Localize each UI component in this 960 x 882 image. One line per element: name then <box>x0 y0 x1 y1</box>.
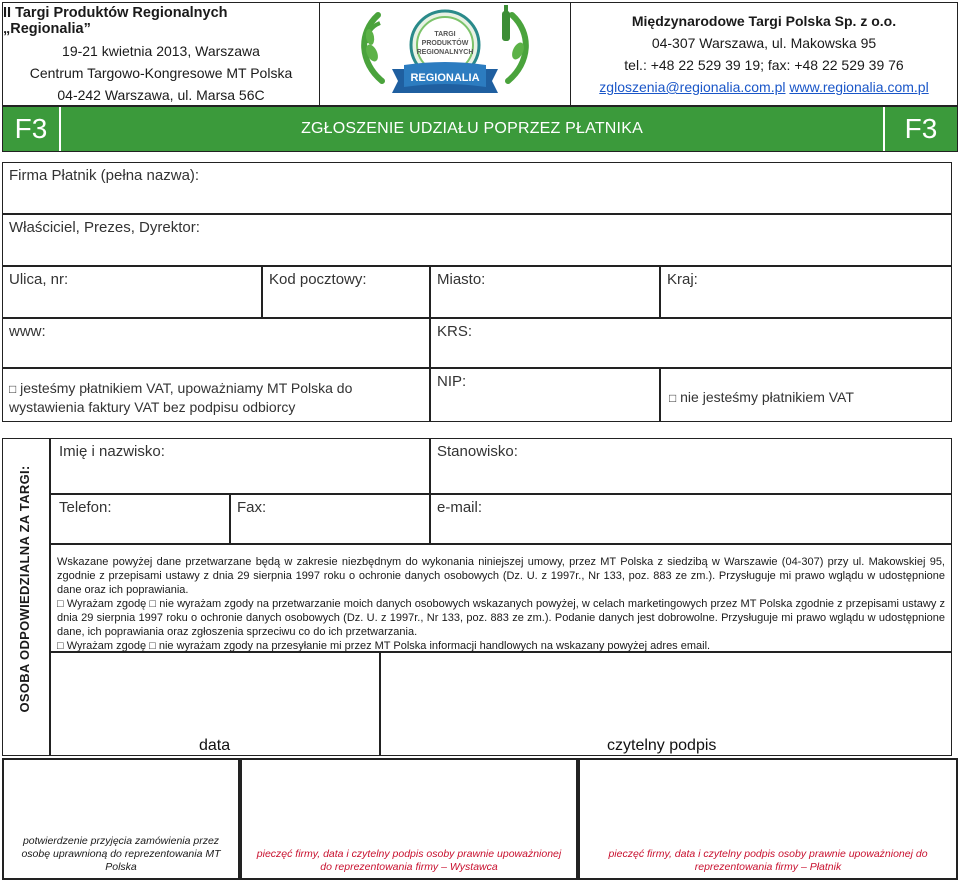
city-field[interactable] <box>430 266 660 318</box>
contact-section-label: OSOBA ODPOWIEDZIALNA ZA TARGI: <box>17 465 32 713</box>
country-label: Kraj: <box>667 271 698 288</box>
commercial-info-consent[interactable]: □ Wyrażam zgodę □ nie wyrażam zgody na przesyłanie mi przez MT Polska informacji handlowych na wskazany powyżej adres email. <box>57 640 711 652</box>
postcode-label: Kod pocztowy: <box>269 271 367 288</box>
payer-stamp-box[interactable] <box>578 758 958 880</box>
company-links <box>599 79 928 95</box>
marketing-consent[interactable]: □ Wyrażam zgodę □ nie wyrażam zgody na przetwarzanie moich danych osobowych wskazanych powyżej, w celach marketingowych przez MT Polska zgodnie z przepisami ustawy z dnia 29 sierpnia 1997 roku o ochronie danych osobowych (Dz. U. z 1997r., Nr 133, poz. 883 ze zm.). Podanie danych jest dobrowolne. Przysługuje mi prawo wglądu w udostępnione dane, ich poprawiania oraz zgłoszenia sprzeciwu co do ich przetwarzania. <box>57 598 945 638</box>
fair-title: II Targi Produktów Regionalnych „Regionalia” <box>3 5 228 37</box>
contact-email-field[interactable] <box>430 494 952 544</box>
logo-line1: TARGI <box>434 31 456 38</box>
vat-payer-line2: wystawienia faktury VAT bez podpisu odbiorcy <box>9 399 296 415</box>
payer-stamp-text: pieczęć firmy, data i czytelny podpis osoby prawnie upoważnionej do reprezentowania firmy – Płatnik <box>608 848 928 873</box>
exhibitor-stamp-text: pieczęć firmy, data i czytelny podpis osoby prawnie upoważnionej do reprezentowania firmy – Wystawca <box>256 848 562 873</box>
organizer-info <box>2 2 320 106</box>
firm-name-field[interactable] <box>2 162 952 214</box>
www-label: www: <box>9 323 46 340</box>
company-info <box>570 2 958 106</box>
website-link[interactable]: www.regionalia.com.pl <box>789 79 929 95</box>
contact-name-field[interactable] <box>50 438 430 494</box>
postcode-field[interactable] <box>262 266 430 318</box>
logo-line2: PRODUKTÓW <box>421 40 469 47</box>
street-field[interactable] <box>2 266 262 318</box>
vat-nonpayer-text <box>669 389 854 405</box>
nip-field[interactable] <box>430 368 660 422</box>
contact-email-label: e-mail: <box>437 499 483 516</box>
nip-label: NIP: <box>437 373 467 390</box>
form-title: ZGŁOSZENIE UDZIAŁU POPRZEZ PŁATNIKA <box>301 120 643 137</box>
krs-field[interactable] <box>430 318 952 368</box>
mtp-confirmation-box[interactable] <box>2 758 240 880</box>
street-label: Ulica, nr: <box>9 271 69 288</box>
company-phone: tel.: +48 22 529 39 19; fax: +48 22 529 39 76 <box>624 57 904 73</box>
contact-position-label: Stanowisko: <box>437 443 518 460</box>
logo-banner: REGIONALIA <box>410 72 480 84</box>
krs-label: KRS: <box>437 323 473 340</box>
signature-label: czytelny podpis <box>607 737 717 754</box>
www-field[interactable] <box>2 318 430 368</box>
contact-phone-label: Telefon: <box>59 499 112 516</box>
contact-position-field[interactable] <box>430 438 952 494</box>
contact-phone-field[interactable] <box>50 494 230 544</box>
vat-nonpayer-label: nie jesteśmy płatnikiem VAT <box>680 389 854 405</box>
data-processing-notice: Wskazane powyżej dane przetwarzane będą w zakresie niezbędnym do wykonania niniejszej umowy, przez MT Polska z siedzibą w Warszawie (04-307) przy ul. Makowskiej 95, zgodnie z przepisami ustawy z dnia 29 sierpnia 1997 roku o ochronie danych osobowych (Dz. U. z 1997r., Nr 133, poz. 883 ze zm.). Przysługuje mi prawo wglądu w udostępnione dane oraz ich poprawiania. <box>57 556 945 596</box>
form-code-left: F3 <box>3 107 61 151</box>
owner-field[interactable] <box>2 214 952 266</box>
contact-section-sidebar <box>2 438 50 756</box>
vat-nonpayer-option[interactable] <box>660 368 952 422</box>
date-field[interactable] <box>50 652 380 756</box>
fair-dates: 19-21 kwietnia 2013, Warszawa <box>62 43 260 59</box>
contact-fax-field[interactable] <box>230 494 430 544</box>
firm-name-label: Firma Płatnik (pełna nazwa): <box>9 167 200 184</box>
vat-payer-line1: jesteśmy płatnikiem VAT, upoważniamy MT Polska do <box>20 380 353 396</box>
city-label: Miasto: <box>437 271 486 288</box>
logo-line3: REGIONALNYCH <box>416 49 474 56</box>
contact-fax-label: Fax: <box>237 499 267 516</box>
vat-payer-option[interactable] <box>2 368 430 422</box>
regionalia-logo <box>320 2 570 106</box>
email-link[interactable]: zgloszenia@regionalia.com.pl <box>599 79 786 95</box>
form-title-bar <box>2 106 958 152</box>
country-field[interactable] <box>660 266 952 318</box>
contact-name-label: Imię i nazwisko: <box>59 443 165 460</box>
form-code-right: F3 <box>883 107 957 151</box>
data-consent-block <box>50 544 952 652</box>
signature-field[interactable] <box>380 652 952 756</box>
mtp-confirmation-text: potwierdzenie przyjęcia zamówienia przez osobę uprawnioną do reprezentowania MT Polska <box>21 835 221 873</box>
logo-graphic <box>320 3 570 107</box>
fair-venue: Centrum Targowo-Kongresowe MT Polska <box>29 65 293 81</box>
fair-address: 04-242 Warszawa, ul. Marsa 56C <box>57 87 265 103</box>
vat-nonpayer-checkbox[interactable]: □ <box>669 391 677 405</box>
vat-payer-checkbox[interactable]: □ <box>9 382 17 396</box>
company-address: 04-307 Warszawa, ul. Makowska 95 <box>651 35 877 51</box>
company-name: Międzynarodowe Targi Polska Sp. z o.o. <box>631 13 897 29</box>
date-label: data <box>199 737 231 754</box>
vat-payer-text <box>9 379 352 416</box>
owner-label: Właściciel, Prezes, Dyrektor: <box>9 219 200 236</box>
exhibitor-stamp-box[interactable] <box>240 758 578 880</box>
